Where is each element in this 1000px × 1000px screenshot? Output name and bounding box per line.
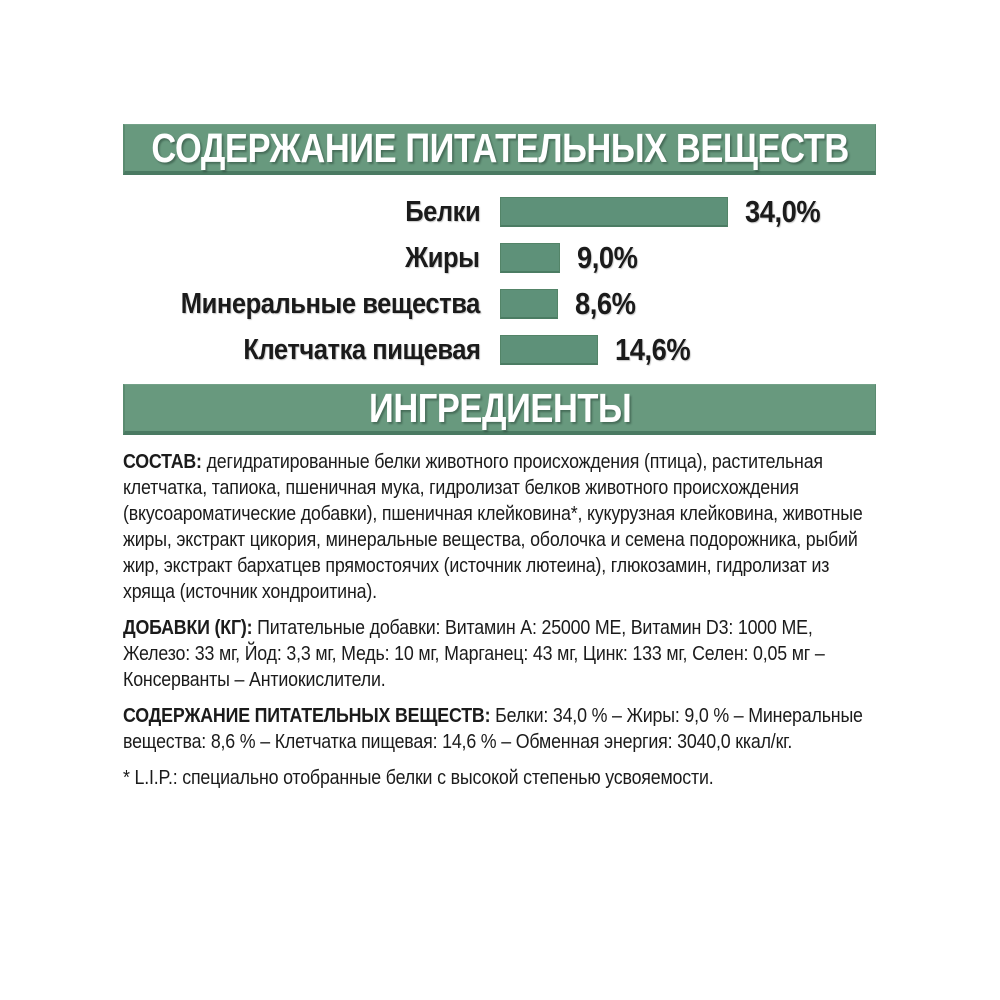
- bar-label-minerals: Минеральные вещества: [180, 287, 480, 320]
- nutrient-content-paragraph: [123, 703, 875, 755]
- nutrient-content-heading: СОДЕРЖАНИЕ ПИТАТЕЛЬНЫХ ВЕЩЕСТВ:: [123, 705, 491, 727]
- nutrients-bar-chart: [123, 194, 876, 367]
- chart-row-fats: [123, 240, 876, 275]
- additives-text: Питательные добавки: Витамин А: 25000 МЕ, Витамин D3: 1000 МЕ, Железо: 33 мг, Йод: 3,3 мг, Медь: 10 мг, Марганец: 43 мг, Цинк: 133 мг, Селен: 0,05 мг – Консерванты – Антиокислители.: [123, 617, 825, 691]
- bar-proteins: [500, 197, 728, 227]
- additives-paragraph: [123, 615, 875, 693]
- chart-row-minerals: [123, 286, 876, 321]
- lip-footnote: [123, 765, 875, 791]
- bar-fats: [500, 243, 560, 273]
- nutrients-banner: [123, 124, 876, 175]
- nutrient-content-text: Белки: 34,0 % – Жиры: 9,0 % – Минеральные вещества: 8,6 % – Клетчатка пищевая: 14,6 % – Обменная энергия: 3040,0 ккал/кг.: [123, 705, 863, 753]
- chart-row-proteins: [123, 194, 876, 229]
- bar-value-fiber: 14,6%: [615, 332, 691, 367]
- bar-value-proteins: 34,0%: [745, 194, 821, 229]
- bar-label-proteins: Белки: [404, 195, 480, 228]
- chart-row-fiber: [123, 332, 876, 367]
- bar-label-fiber: Клетчатка пищевая: [242, 333, 480, 366]
- composition-paragraph: [123, 449, 875, 605]
- composition-text: дегидратированные белки животного происхождения (птица), растительная клетчатка, тапиока, пшеничная мука, гидролизат белков животного происхождения (вкусоароматические добавки), пшеничная клейковина*, кукурузная клейковина, животные жиры, экстракт цикория, минеральные вещества, оболочка и семена подорожника, рыбий жир, экстракт бархатцев прямостоячих (источник лютеина), глюкозамин, гидролизат из хряща (источник хондроитина).: [123, 451, 863, 603]
- ingredients-banner-title: ИНГРЕДИЕНТЫ: [368, 384, 632, 431]
- content-column: [123, 124, 876, 791]
- bar-label-fats: Жиры: [405, 241, 480, 274]
- nutrients-banner-title: СОДЕРЖАНИЕ ПИТАТЕЛЬНЫХ ВЕЩЕСТВ: [151, 124, 849, 171]
- bar-fiber: [500, 335, 598, 365]
- composition-heading: СОСТАВ:: [123, 451, 202, 473]
- additives-heading: ДОБАВКИ (КГ):: [123, 617, 253, 639]
- lip-footnote-text: * L.I.P.: специально отобранные белки с высокой степенью усвояемости.: [123, 767, 714, 789]
- bar-value-minerals: 8,6%: [575, 286, 636, 321]
- bar-minerals: [500, 289, 558, 319]
- ingredients-banner: [123, 384, 876, 435]
- ingredients-text-sections: [123, 449, 876, 791]
- bar-value-fats: 9,0%: [577, 240, 638, 275]
